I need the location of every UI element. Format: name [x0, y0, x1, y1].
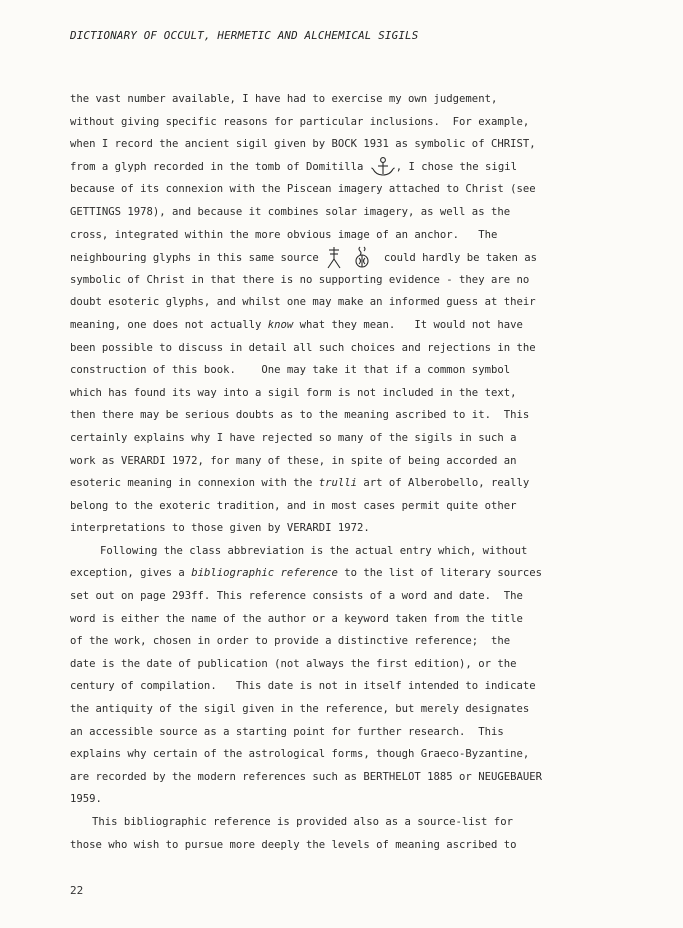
text-line: interpretations to those given by VERARDI 1972.	[70, 522, 370, 535]
text-line: the vast number available, I have had to exercise my own judgement,	[70, 93, 498, 105]
text-line-with-glyph	[70, 156, 645, 179]
text-line: those who wish to pursue more deeply the levels of meaning ascribed to	[70, 838, 517, 851]
text-line: then there may be serious doubts as to the meaning ascribed to it. This	[70, 409, 530, 422]
text-fragment: from a glyph recorded in the tomb of Domitilla	[70, 160, 370, 173]
text-fragment: art of Alberobello, really	[357, 477, 530, 490]
text-line: of the work, chosen in order to provide a distinctive reference; the	[70, 635, 511, 648]
text-line: symbolic of Christ in that there is no supporting evidence - they are no	[70, 273, 530, 286]
text-line: when I record the ancient sigil given by BOCK 1931 as symbolic of CHRIST,	[70, 138, 536, 151]
text-line	[70, 472, 645, 495]
text-line	[70, 562, 645, 585]
text-line: explains why certain of the astrological forms, though Graeco-Byzantine,	[70, 748, 530, 761]
text-fragment: what they mean. It would not have	[293, 318, 523, 331]
serpent-circle-sigil-icon	[353, 246, 371, 270]
text-line: without giving specific reasons for particular inclusions. For example,	[70, 115, 530, 128]
text-line: construction of this book. One may take it that if a common symbol	[70, 364, 511, 377]
text-line-with-glyph	[70, 246, 645, 269]
text-line: which has found its way into a sigil form is not included in the text,	[70, 386, 517, 399]
text-line	[70, 314, 645, 337]
text-line: are recorded by the modern references such as BERTHELOT 1885 or NEUGEBAUER	[70, 770, 542, 783]
text-fragment: , I chose the sigil	[395, 160, 517, 173]
text-fragment: exception, gives a	[70, 567, 192, 580]
text-line: certainly explains why I have rejected so many of the sigils in such a	[70, 431, 517, 444]
emphasis-text: bibliographic reference	[191, 567, 338, 580]
text-fragment: could hardly be taken as	[371, 252, 537, 265]
text-line: century of compilation. This date is not in itself intended to indicate	[70, 680, 536, 693]
text-line: doubt esoteric glyphs, and whilst one may make an informed guess at their	[70, 296, 536, 309]
anchor-sigil-icon	[370, 156, 396, 178]
text-fragment: to the list of literary sources	[337, 567, 542, 580]
running-header: DICTIONARY OF OCCULT, HERMETIC AND ALCHEMICAL SIGILS	[70, 29, 419, 42]
paragraph-start-line: This bibliographic reference is provided also as a source-list for	[92, 816, 513, 828]
text-line: work as VERARDI 1972, for many of these, in spite of being accorded an	[70, 454, 517, 467]
body-text	[70, 88, 645, 856]
text-fragment: meaning, one does not actually	[70, 318, 268, 331]
emphasis-text: know	[267, 318, 294, 331]
text-line: GETTINGS 1978), and because it combines solar imagery, as well as the	[70, 205, 511, 218]
paragraph-start-line: Following the class abbreviation is the actual entry which, without	[100, 544, 528, 557]
text-line: set out on page 293ff. This reference consists of a word and date. The	[70, 590, 523, 603]
text-line: been possible to discuss in detail all such choices and rejections in the	[70, 341, 536, 354]
text-line: the antiquity of the sigil given in the reference, but merely designates	[70, 703, 530, 716]
text-line: cross, integrated within the more obvious image of an anchor. The	[70, 228, 498, 241]
text-line: because of its connexion with the Piscean imagery attached to Christ (see	[70, 183, 536, 196]
text-line: an accessible source as a starting point for further research. This	[70, 725, 504, 738]
text-line: belong to the exoteric tradition, and in most cases permit quite other	[70, 499, 517, 512]
page-number: 22	[70, 884, 84, 897]
text-line: date is the date of publication (not always the first edition), or the	[70, 657, 517, 670]
text-fragment: neighbouring glyphs in this same source	[70, 252, 326, 265]
text-line: word is either the name of the author or a keyword taken from the title	[70, 612, 523, 625]
cross-figure-sigil-icon	[325, 246, 343, 270]
text-line: 1959.	[70, 793, 102, 806]
emphasis-text: trulli	[318, 477, 358, 490]
text-fragment: esoteric meaning in connexion with the	[70, 477, 319, 490]
